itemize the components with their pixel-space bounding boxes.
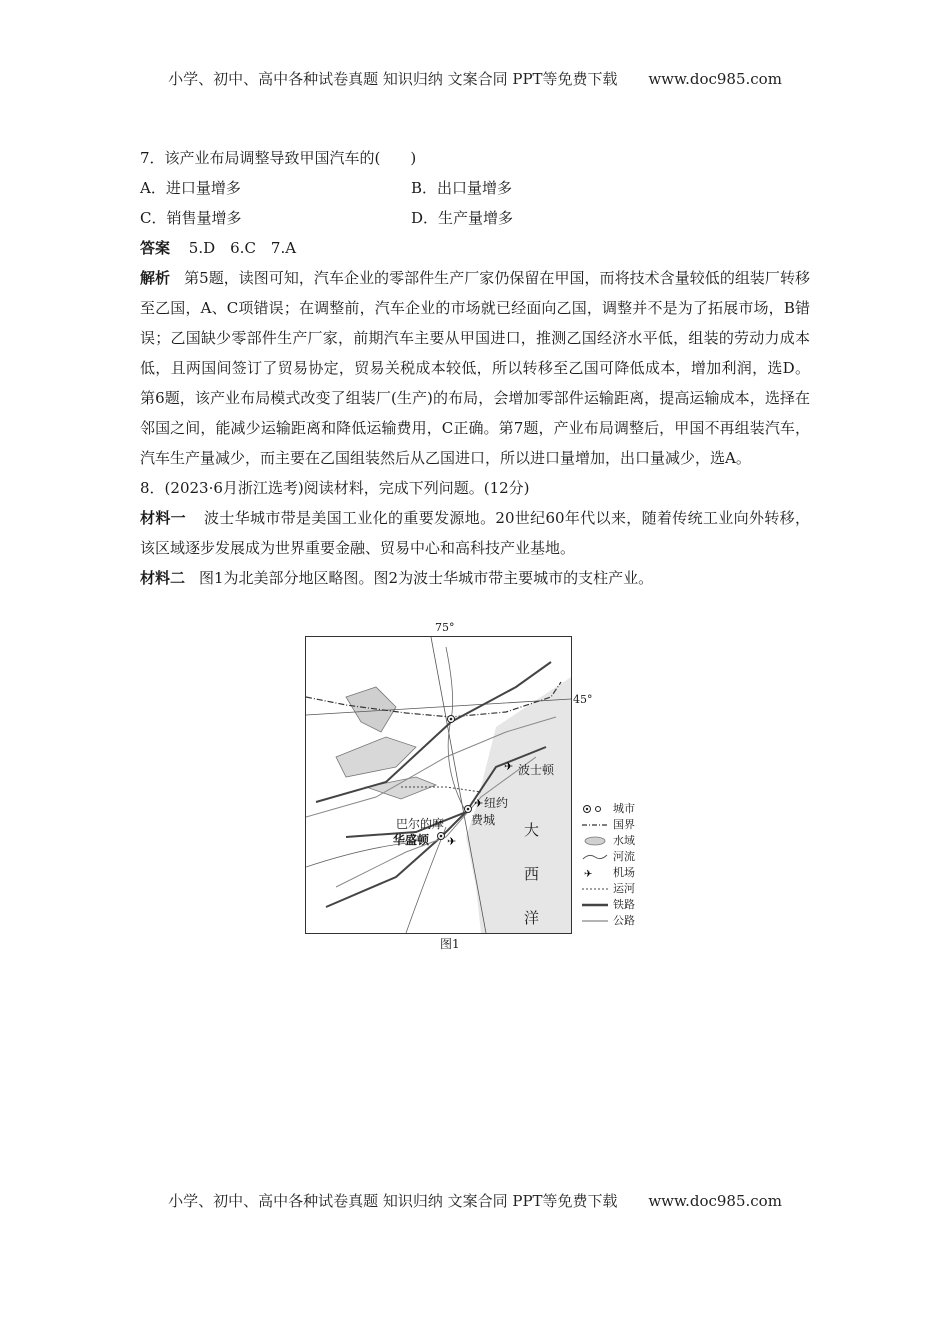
water-symbol-icon <box>581 835 609 847</box>
ocean-label-char: 大 <box>524 821 540 839</box>
legend-item <box>581 865 635 881</box>
legend-label: 城市 <box>613 802 635 815</box>
lake-shape <box>346 687 396 732</box>
legend-item <box>581 833 635 849</box>
airport-icon: ✈ <box>447 835 457 848</box>
figure-1-map <box>305 621 655 951</box>
page-footer <box>0 1190 950 1211</box>
longitude-line <box>431 637 486 933</box>
border-symbol-icon <box>581 819 609 831</box>
river-symbol-icon <box>581 851 609 863</box>
lake-shape <box>366 777 436 799</box>
figure-caption: 图1 <box>440 937 460 951</box>
city-marker <box>467 808 470 811</box>
question-7-stem: 7．该产业布局调整导致甲国汽车的( ) <box>140 149 417 167</box>
analysis-paragraph <box>140 263 810 473</box>
legend-label: 水域 <box>613 834 635 847</box>
city-label-newyork: 纽约 <box>484 796 509 810</box>
footer-text: 小学、初中、高中各种试卷真题 知识归纳 文案合同 PPT等免费下载 <box>168 1192 618 1210</box>
material-1-label: 材料一 <box>140 509 187 527</box>
option-b: B．出口量增多 <box>411 179 513 197</box>
question-7-options-row-2 <box>140 203 810 233</box>
latitude-label: 45° <box>573 693 593 706</box>
document-body <box>140 143 810 593</box>
city-symbol-icon <box>581 803 609 815</box>
city-label-baltimore: 巴尔的摩 <box>396 817 445 831</box>
answer-line <box>140 233 810 263</box>
canal-symbol-icon <box>581 883 609 895</box>
ocean-label-char: 洋 <box>524 909 540 927</box>
city-marker <box>450 718 453 721</box>
longitude-label: 75° <box>435 621 455 634</box>
map-legend <box>581 801 635 929</box>
question-8-stem: 8．(2023·6月浙江选考)阅读材料，完成下列问题。(12分) <box>140 479 530 497</box>
legend-item <box>581 801 635 817</box>
airport-symbol-icon <box>581 867 609 879</box>
page-header <box>0 68 950 89</box>
analysis-text: 第5题，读图可知，汽车企业的零部件生产厂家仍保留在甲国，而将技术含量较低的组装厂转移至乙国，A、C项错误；在调整前，汽车企业的市场就已经面向乙国，调整并不是为了拓展市场，B错误；乙国缺少零部件生产厂家，前期汽车主要从甲国进口，推测乙国经济水平低，组装的劳动力成本低，且两国间签订了贸易协定，贸易关税成本较低，所以转移至乙国可降低成本，增加利润，选D。第6题，该产业布局模式改变了组装厂(生产)的布局，会增加零部件运输距离，提高运输成本，选择在邻国之间，能减少运输距离和降低运输费用，C正确。第7题，产业布局调整后，甲国不再组装汽车，汽车生产量减少，而主要在乙国组装然后从乙国进口，所以进口量增加，出口量减少，选A。 <box>140 269 810 467</box>
svg-text:✈: ✈ <box>584 869 593 879</box>
header-text: 小学、初中、高中各种试卷真题 知识归纳 文案合同 PPT等免费下载 <box>168 70 618 88</box>
legend-label: 河流 <box>613 850 635 863</box>
material-1-text: 波士华城市带是美国工业化的重要发源地。20世纪60年代以来，随着传统工业向外转移，该区域逐步发展成为世界重要金融、贸易中心和高科技产业基地。 <box>140 509 810 557</box>
railway-symbol-icon <box>581 899 609 911</box>
legend-label: 铁路 <box>613 898 635 911</box>
legend-label: 公路 <box>613 914 635 927</box>
city-marker <box>440 835 443 838</box>
legend-item <box>581 817 635 833</box>
legend-item <box>581 849 635 865</box>
option-c: C．销售量增多 <box>140 209 242 227</box>
material-2-text: 图1为北美部分地区略图。图2为波士华城市带主要城市的支柱产业。 <box>199 569 654 587</box>
map-frame <box>305 636 572 934</box>
legend-label: 运河 <box>613 882 635 895</box>
analysis-label: 解析 <box>140 269 171 287</box>
legend-item <box>581 881 635 897</box>
answer-text: 5.D 6.C 7.A <box>188 239 297 257</box>
material-2-label: 材料二 <box>140 569 186 587</box>
highway-symbol-icon <box>581 915 609 927</box>
footer-site-link[interactable]: www.doc985.com <box>648 1192 782 1210</box>
lake-shape <box>336 737 416 777</box>
legend-label: 机场 <box>613 866 635 879</box>
header-site-link[interactable]: www.doc985.com <box>648 70 782 88</box>
legend-label: 国界 <box>613 818 635 831</box>
city-label-philadelphia: 费城 <box>471 813 496 827</box>
legend-item <box>581 913 635 929</box>
question-7-options-row-1 <box>140 173 810 203</box>
ocean-label-char: 西 <box>524 865 540 883</box>
legend-item <box>581 897 635 913</box>
airport-icon: ✈ <box>504 760 514 773</box>
material-1-paragraph <box>140 503 810 563</box>
option-a: A．进口量增多 <box>140 179 241 197</box>
airport-icon: ✈ <box>474 797 484 810</box>
option-d: D．生产量增多 <box>411 209 514 227</box>
city-label-boston: 波士顿 <box>518 763 555 777</box>
city-label-washington: 华盛顿 <box>393 833 430 847</box>
map-svg <box>306 637 571 933</box>
answer-label: 答案 <box>140 239 171 257</box>
material-2-paragraph <box>140 563 810 593</box>
